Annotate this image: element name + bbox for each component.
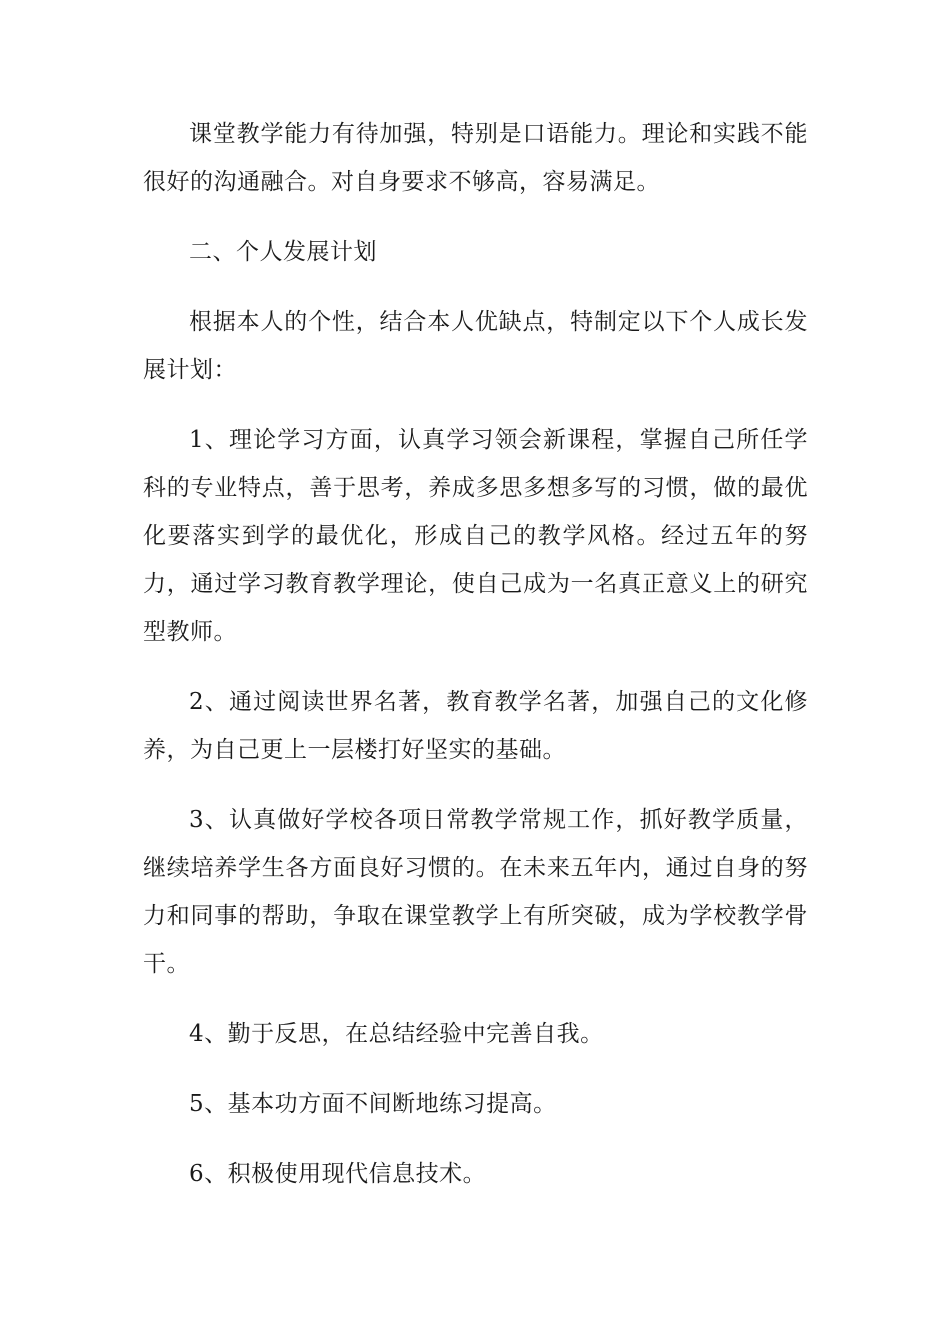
paragraph-plan-intro: 根据本人的个性，结合本人优缺点，特制定以下个人成长发展计划： [143, 309, 808, 383]
plan-item-2: 2、通过阅读世界名著，教育教学名著，加强自己的文化修养，为自己更上一层楼打好坚实的基础。 [143, 689, 808, 763]
plan-item-1: 1、理论学习方面，认真学习领会新课程，掌握自己所任学科的专业特点，善于思考，养成多思多想多写的习惯，做的最优化要落实到学的最优化，形成自己的教学风格。经过五年的努力，通过学习教育教学理论，使自己成为一名真正意义上的研究型教师。 [143, 427, 808, 645]
document-body [143, 110, 808, 1220]
plan-item-3: 3、认真做好学校各项日常教学常规工作，抓好教学质量，继续培养学生各方面良好习惯的。在未来五年内，通过自身的努力和同事的帮助，争取在课堂教学上有所突破，成为学校教学骨干。 [143, 807, 808, 977]
plan-item-6: 6、积极使用现代信息技术。 [189, 1161, 487, 1187]
section-heading-personal-development-plan: 二、个人发展计划 [189, 239, 377, 265]
plan-item-4: 4、勤于反思，在总结经验中完善自我。 [189, 1021, 604, 1047]
paragraph-weakness: 课堂教学能力有待加强，特别是口语能力。理论和实践不能很好的沟通融合。对自身要求不够高，容易满足。 [143, 121, 808, 195]
plan-item-5: 5、基本功方面不间断地练习提高。 [189, 1091, 557, 1117]
